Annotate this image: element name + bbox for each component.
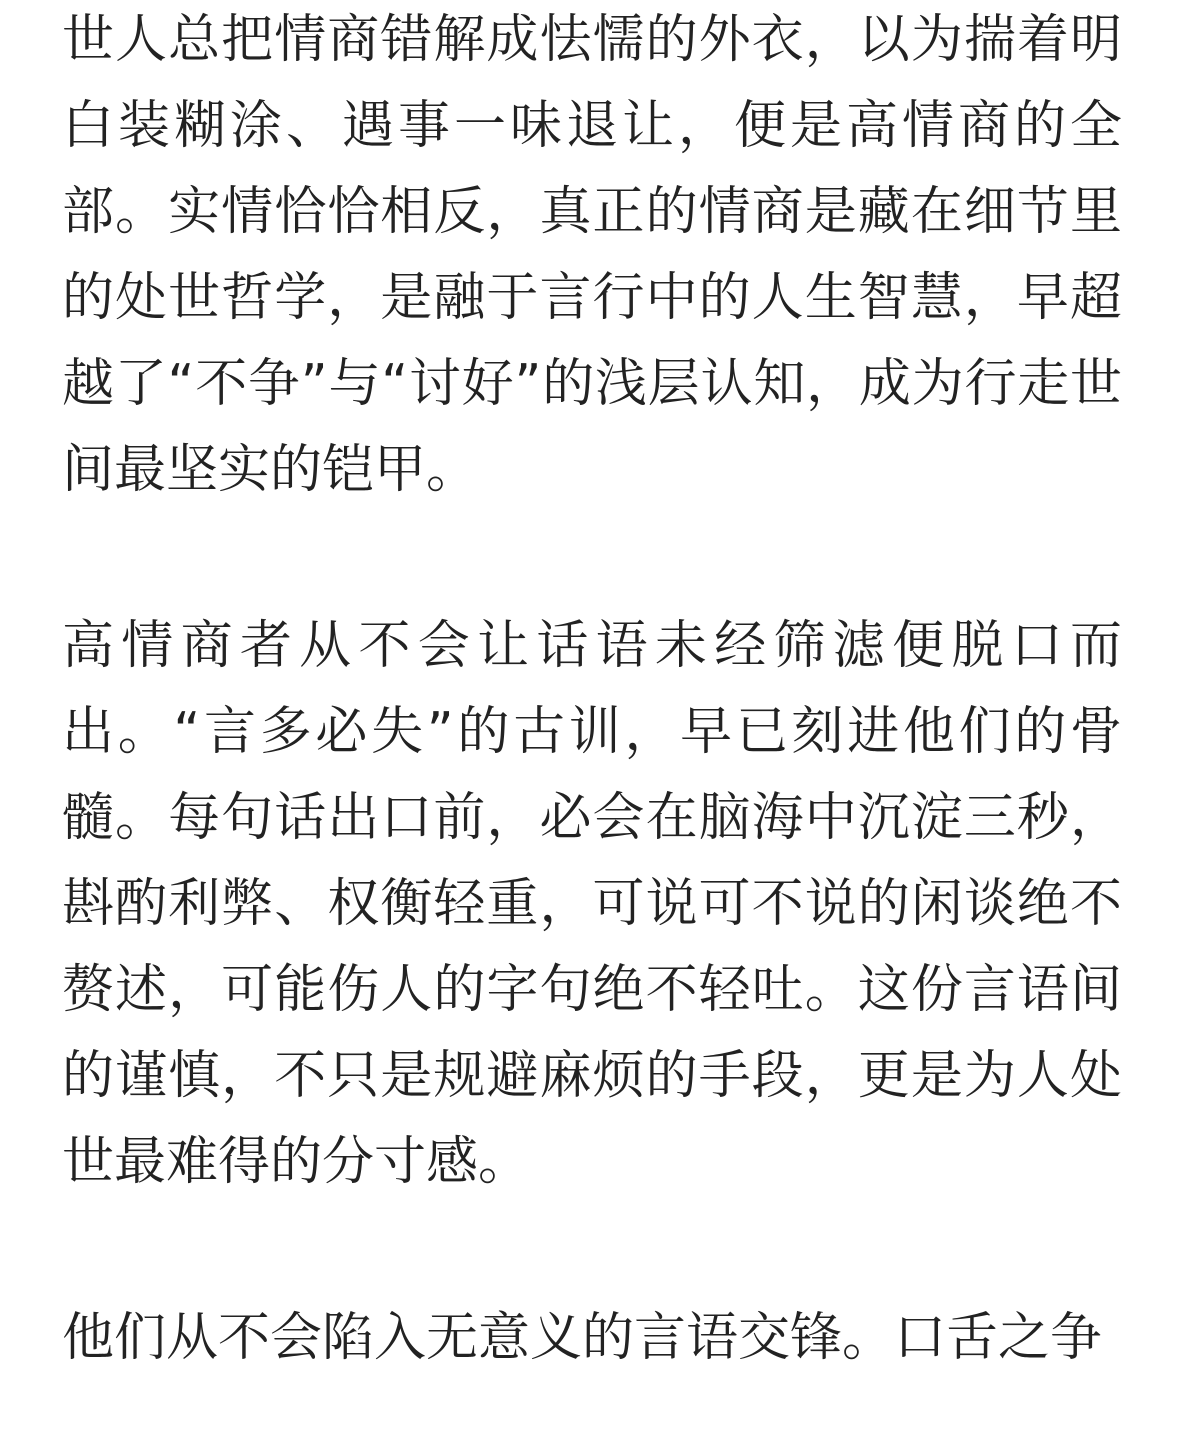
article-paragraph-2: 高情商者从不会让话语未经筛滤便脱口而出。“言多必失”的古训，早已刻进他们的骨髓。每句话出口前，必会在脑海中沉淀三秒，斟酌利弊、权衡轻重，可说可不说的闲谈绝不赘述，可能伤人的字句绝不轻吐。这份言语间的谨慎，不只是规避麻烦的手段，更是为人处世最难得的分寸感。 — [62, 616, 1122, 1192]
article-paragraph-1: 世人总把情商错解成怯懦的外衣，以为揣着明白装糊涂、遇事一味退让，便是高情商的全部。实情恰恰相反，真正的情商是藏在细节里的处世哲学，是融于言行中的人生智慧，早超越了“不争”与“讨好”的浅层认知，成为行走世间最坚实的铠甲。 — [62, 10, 1122, 500]
article-paragraph-3: 他们从不会陷入无意义的言语交锋。口舌之争 — [62, 1308, 1103, 1368]
article-body — [62, 0, 1122, 1381]
